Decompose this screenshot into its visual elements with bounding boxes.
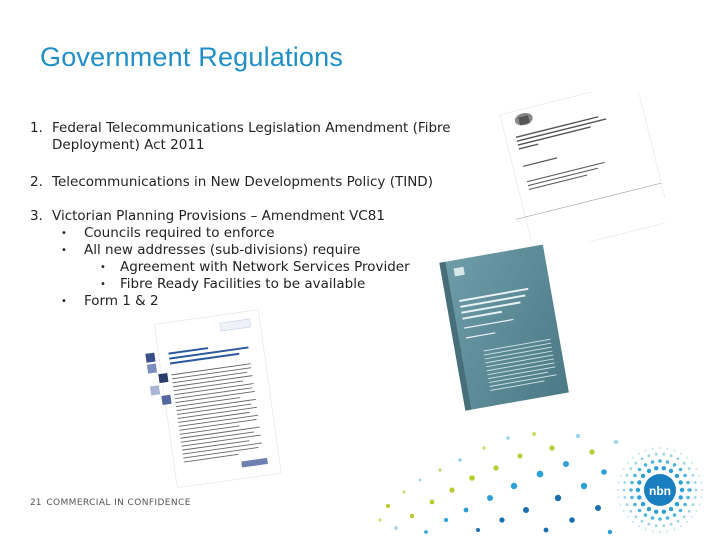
- logo-dot: [620, 503, 622, 505]
- logo-dot: [666, 530, 668, 532]
- logo-dot: [658, 459, 662, 463]
- logo-dot: [683, 503, 687, 507]
- item-text: Telecommunications in New Developments Policy (TIND): [52, 174, 433, 190]
- logo-dot: [655, 453, 658, 456]
- logo-dot: [627, 516, 629, 518]
- logo-dot: [694, 481, 697, 484]
- coat-of-arms-icon: [454, 267, 465, 277]
- logo-dot: [638, 453, 640, 455]
- logo-dot: [638, 525, 640, 527]
- nbn-logo: [610, 445, 710, 535]
- logo-dot: [695, 510, 697, 512]
- tind-policy-document-image: [430, 245, 575, 415]
- bullet-icon: •: [61, 245, 67, 256]
- legislation-document-image: [495, 92, 665, 242]
- logo-dot: [666, 516, 670, 520]
- logo-dot: [630, 467, 633, 470]
- logo-dot: [630, 510, 633, 513]
- bullet-icon: •: [100, 279, 106, 290]
- logo-dot: [670, 523, 673, 526]
- logo-dot: [673, 463, 677, 467]
- logo-dot: [648, 454, 651, 457]
- item-text: Victorian Planning Provisions – Amendment VC81: [52, 208, 385, 224]
- item-number: 1.: [30, 120, 43, 136]
- logo-dot: [644, 513, 648, 517]
- logo-dot: [641, 502, 645, 506]
- logo-dot: [647, 507, 651, 511]
- logo-dot: [686, 481, 690, 485]
- sub-list: [52, 225, 490, 310]
- logo-dot: [673, 450, 675, 452]
- logo-dot: [692, 503, 695, 506]
- logo-dot: [645, 529, 647, 531]
- logo-dot: [680, 488, 684, 492]
- logo-dot: [641, 520, 644, 523]
- logo-dot: [673, 513, 677, 517]
- logo-dot: [637, 480, 641, 484]
- confidentiality-label: COMMERCIAL IN CONFIDENCE: [46, 498, 191, 508]
- logo-dot: [662, 453, 665, 456]
- bullet-icon: •: [61, 228, 67, 239]
- logo-dot: [632, 521, 634, 523]
- logo-dot: [638, 509, 642, 513]
- logo-dot: [618, 482, 620, 484]
- sub-list-item: [52, 225, 490, 242]
- logo-dot: [633, 474, 637, 478]
- logo-dot: [666, 448, 668, 450]
- planning-provisions-document-image: [140, 305, 285, 490]
- logo-dot: [623, 481, 626, 484]
- logo-dot: [673, 529, 675, 531]
- list-item: [30, 120, 490, 154]
- nested-item-text: Agreement with Network Services Provider: [120, 259, 410, 275]
- logo-dot: [687, 488, 691, 492]
- logo-dot: [683, 474, 687, 478]
- logo-dot: [701, 489, 703, 491]
- logo-dot: [637, 495, 641, 499]
- logo-dot: [686, 496, 690, 500]
- item-number: 2.: [30, 174, 43, 190]
- logo-dot: [655, 524, 658, 527]
- logo-dot: [636, 488, 640, 492]
- logo-dot: [652, 448, 654, 450]
- logo-dot: [680, 453, 682, 455]
- logo-dot: [647, 469, 651, 473]
- logo-dot: [680, 525, 682, 527]
- logo-text: nbn: [649, 484, 671, 498]
- logo-dot: [627, 462, 629, 464]
- logo-dot: [630, 496, 634, 500]
- logo-dot: [652, 530, 654, 532]
- logo-dot: [651, 460, 655, 464]
- logo-dot: [679, 495, 683, 499]
- logo-dot: [662, 510, 666, 514]
- logo-dot: [699, 475, 701, 477]
- logo-dot: [623, 496, 626, 499]
- logo-dot: [651, 516, 655, 520]
- sub-item-text: All new addresses (sub-divisions) require: [84, 242, 361, 258]
- logo-dot: [633, 503, 637, 507]
- logo-dot: [669, 507, 673, 511]
- logo-dot: [623, 468, 625, 470]
- logo-dot: [632, 457, 634, 459]
- logo-dot: [688, 467, 691, 470]
- bullet-icon: •: [100, 262, 106, 273]
- logo-dot: [648, 523, 651, 526]
- list-item: [30, 208, 490, 310]
- logo-dot: [623, 489, 626, 492]
- logo-dot: [626, 474, 629, 477]
- regulations-list: [30, 120, 490, 310]
- logo-dot: [662, 524, 665, 527]
- logo-dot: [644, 463, 648, 467]
- item-number: 3.: [30, 208, 43, 224]
- logo-dot: [695, 468, 697, 470]
- logo-dot: [626, 503, 629, 506]
- footer: [30, 498, 191, 508]
- logo-dot: [699, 503, 701, 505]
- logo-dot: [617, 489, 619, 491]
- logo-dot: [659, 531, 661, 533]
- slide-title: Government Regulations: [40, 42, 344, 72]
- sub-item-text: Form 1 & 2: [84, 293, 159, 309]
- bullet-icon: •: [61, 296, 67, 307]
- list-item: [30, 174, 490, 191]
- nested-item-text: Fibre Ready Facilities to be available: [120, 276, 366, 292]
- logo-dot: [645, 450, 647, 452]
- logo-dot: [641, 474, 645, 478]
- logo-dot: [695, 489, 698, 492]
- logo-dot: [686, 521, 688, 523]
- page-number: 21: [30, 498, 42, 508]
- logo-dot: [688, 510, 691, 513]
- sub-list-item: [52, 242, 490, 293]
- logo-dot: [658, 517, 662, 521]
- logo-dot: [677, 520, 680, 523]
- logo-dot: [666, 460, 670, 464]
- logo-dot: [635, 515, 638, 518]
- logo-dot: [692, 474, 695, 477]
- logo-dot: [659, 447, 661, 449]
- logo-dot: [683, 462, 686, 465]
- logo-dot: [686, 457, 688, 459]
- logo-dot: [635, 462, 638, 465]
- logo-dot: [691, 516, 693, 518]
- logo-dot: [679, 480, 683, 484]
- logo-dot: [654, 466, 658, 470]
- logo-dot: [662, 466, 666, 470]
- logo-dot: [694, 496, 697, 499]
- logo-dot: [675, 502, 679, 506]
- logo-dot: [700, 496, 702, 498]
- logo-dot: [623, 510, 625, 512]
- item-text: Federal Telecommunications Legislation Amendment (Fibre Deployment) Act 2011: [52, 120, 451, 153]
- logo-dot: [638, 468, 642, 472]
- logo-dot: [677, 457, 680, 460]
- logo-dot: [675, 474, 679, 478]
- logo-dot: [683, 515, 686, 518]
- logo-dot: [670, 454, 673, 457]
- logo-dot: [669, 469, 673, 473]
- logo-dot: [679, 509, 683, 513]
- logo-dot: [641, 457, 644, 460]
- logo-dot: [618, 496, 620, 498]
- logo-dot: [700, 482, 702, 484]
- logo-dot: [630, 481, 634, 485]
- logo-dot: [679, 468, 683, 472]
- sub-item-text: Councils required to enforce: [84, 225, 275, 241]
- logo-dot: [629, 488, 633, 492]
- logo-dot: [654, 510, 658, 514]
- logo-dot: [620, 475, 622, 477]
- logo-dot: [691, 462, 693, 464]
